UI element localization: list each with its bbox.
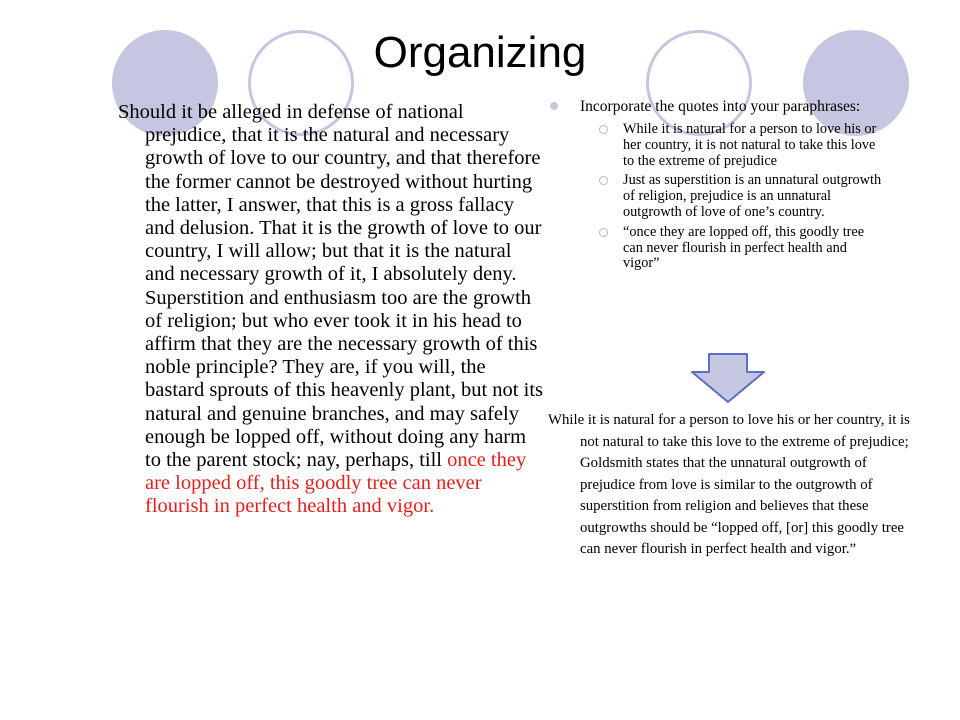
list-item [550,122,885,169]
note-text: Just as superstition is an unnatural outgrowth of religion, prejudice is an unnatural outgrowth of love of one’s country. [623,172,882,220]
bullet-ring-icon [599,125,608,134]
notes-heading: Incorporate the quotes into your paraphrases: [580,98,861,115]
notes-heading-item [550,95,885,118]
list-item [550,225,885,272]
paraphrase-text: While it is natural for a person to love his or her country, it is not natural to take this love to the extreme of prejudice; Goldsmith states that the unnatural outgrowth of prejudice from love is similar to the outgrowth of superstition from religion and believes that these outgrowths should be “lopped off, [or] this goodly tree can never flourish in perfect health and vigor.” [548,412,910,557]
bullet-ring-icon [599,228,608,237]
notes-list [550,95,885,272]
passage-highlight: once they are lopped off, this goodly tree can never flourish in perfect health and vigor. [145,449,527,518]
passage-main: Should it be alleged in defense of national prejudice, that it is the natural and necessary growth of love to our country, and that therefore the former cannot be destroyed without hurting the latter, I answer, that this is a gross fallacy and delusion. That it is the growth of love to our country, I will allow; but that it is the natural and necessary growth of it, I absolutely deny. Superstition and enthusiasm too are the growth of religion; but who ever took it in his head to affirm that they are the necessary growth of this noble principle? They are, if you will, the bastard sprouts of this heavenly plant, but not its natural and genuine branches, and may safely enough be lopped off, without doing any harm to the parent stock; nay, perhaps, till [118,101,543,472]
note-text: While it is natural for a person to love his or her country, it is not natural to take this love to the extreme of prejudice [623,121,877,169]
slide-title: Organizing [373,28,587,77]
bullet-ring-icon [599,176,608,185]
down-arrow-icon [690,352,766,404]
bullet-dot-icon [550,102,558,110]
list-item [550,173,885,220]
passage-text [118,101,545,519]
note-text: “once they are lopped off, this goodly tree can never flourish in perfect health and vigor” [623,223,865,272]
